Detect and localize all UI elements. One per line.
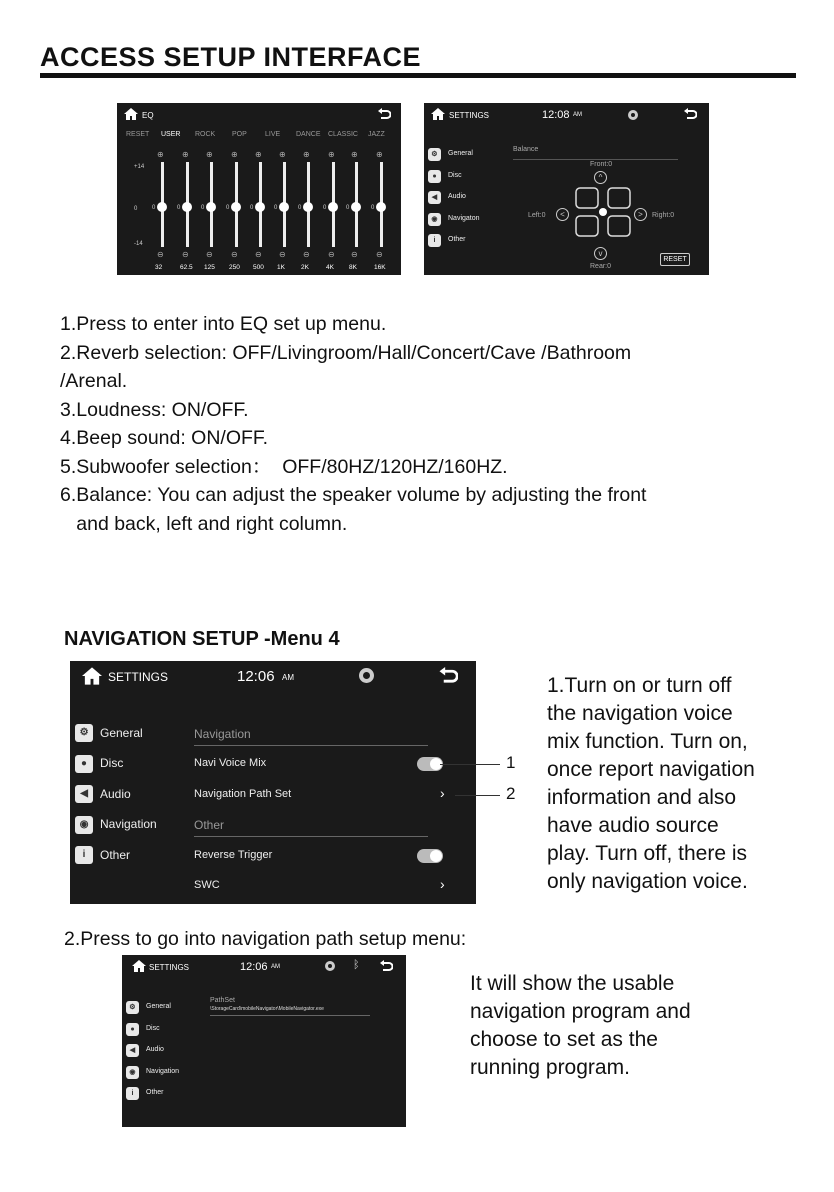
instruction-line: and back, left and right column.	[60, 512, 348, 535]
menu-icon-navigaton[interactable]: ◉	[428, 213, 441, 226]
menu-item-disc[interactable]: Disc	[448, 171, 462, 179]
group-divider	[194, 836, 428, 837]
menu-item-general[interactable]: General	[448, 150, 473, 158]
section-divider	[513, 159, 678, 160]
nav-description-line: once report navigation	[547, 758, 755, 781]
clock-time: 12:08	[542, 109, 570, 121]
menu-item-audio[interactable]: Audio	[448, 193, 466, 201]
menu-icon-audio[interactable]: ◀	[75, 785, 93, 803]
eq-slider-knob[interactable]	[255, 202, 265, 212]
menu-item-other[interactable]: Other	[100, 847, 131, 862]
path-intro-text: 2.Press to go into navigation path setup menu:	[64, 928, 467, 950]
path-settings-screenshot	[122, 955, 406, 1127]
home-icon[interactable]	[132, 960, 146, 972]
callout-number-1: 1	[506, 753, 516, 772]
menu-item-other[interactable]: Other	[448, 236, 466, 244]
navigation-path-set-label: Navigation Path Set	[194, 788, 292, 800]
eq-slider-knob[interactable]	[303, 202, 313, 212]
eq-plus-icon[interactable]: ⊕	[231, 150, 238, 159]
menu-item-general[interactable]: General	[100, 725, 143, 740]
eq-plus-icon[interactable]: ⊕	[328, 150, 335, 159]
back-icon[interactable]	[438, 667, 458, 684]
menu-item-audio[interactable]: Audio	[146, 1046, 164, 1054]
instruction-line: 5.Subwoofer selection： OFF/80HZ/120HZ/160HZ.	[60, 455, 508, 478]
eq-plus-icon[interactable]: ⊕	[351, 150, 358, 159]
instruction-line: 3.Loudness: ON/OFF.	[60, 398, 249, 421]
nav-settings-screenshot	[70, 661, 476, 904]
eq-plus-icon[interactable]: ⊕	[182, 150, 189, 159]
swc-label: SWC	[194, 879, 220, 891]
menu-icon-disc[interactable]: ●	[428, 170, 441, 183]
path-description	[470, 970, 810, 1082]
menu-item-general[interactable]: General	[146, 1003, 171, 1011]
instruction-line: /Arenal.	[60, 370, 128, 392]
balance-screenshot	[424, 103, 709, 275]
eq-slider-knob[interactable]	[328, 202, 338, 212]
eq-plus-icon[interactable]: ⊕	[303, 150, 310, 159]
eq-preset-pop[interactable]: POP	[232, 131, 247, 138]
eq-plus-icon[interactable]: ⊕	[376, 150, 383, 159]
reset-button[interactable]	[660, 253, 690, 266]
chevron-right-icon[interactable]: ›	[440, 785, 445, 801]
menu-item-disc[interactable]: Disc	[100, 756, 124, 771]
callout-line-1	[440, 764, 500, 765]
eq-minus-icon[interactable]: ⊖	[157, 250, 164, 259]
eq-minus-icon[interactable]: ⊖	[279, 250, 286, 259]
instructions-list	[60, 310, 800, 538]
eq-plus-icon[interactable]: ⊕	[255, 150, 262, 159]
clock-time: 12:06	[237, 668, 275, 685]
eq-minus-icon[interactable]: ⊖	[231, 250, 238, 259]
clock-ampm: AM	[573, 112, 582, 118]
chevron-right-icon[interactable]: ›	[440, 876, 445, 892]
settings-title: SETTINGS	[108, 670, 169, 684]
callout-line-2	[455, 795, 500, 796]
back-icon[interactable]	[683, 108, 697, 120]
eq-minus-icon[interactable]: ⊖	[328, 250, 335, 259]
eq-preset-dance[interactable]: DANCE	[296, 131, 321, 138]
section-label: Balance	[513, 146, 539, 153]
eq-preset-jazz[interactable]: JAZZ	[368, 131, 385, 138]
eq-band-label: 500	[253, 264, 264, 271]
eq-band-value: 0	[201, 205, 205, 211]
eq-slider-knob[interactable]	[231, 202, 241, 212]
eq-plus-icon[interactable]: ⊕	[279, 150, 286, 159]
nav-description-line: information and also	[547, 786, 737, 809]
pathset-value[interactable]: \StorageCard\mobileNavigator\MobileNavigator.exe	[210, 1006, 324, 1012]
eq-minus-icon[interactable]: ⊖	[182, 250, 189, 259]
eq-plus-icon[interactable]: ⊕	[206, 150, 213, 159]
right-value: Right:0	[652, 212, 675, 219]
nav-section-title: NAVIGATION SETUP -Menu 4	[64, 628, 340, 650]
eq-preset-user[interactable]: USER	[161, 131, 181, 138]
settings-title: SETTINGS	[449, 111, 490, 120]
home-icon[interactable]	[124, 108, 138, 120]
eq-band-value: 0	[371, 205, 375, 211]
nav-description	[547, 672, 827, 896]
eq-slider-knob[interactable]	[376, 202, 386, 212]
menu-icon-general[interactable]: ⚙	[75, 724, 93, 742]
eq-minus-icon[interactable]: ⊖	[376, 250, 383, 259]
reverse-trigger-label: Reverse Trigger	[194, 849, 273, 861]
menu-item-navigaton[interactable]: Navigaton	[448, 214, 480, 222]
group-divider	[194, 745, 428, 746]
reverse-trigger-toggle[interactable]	[417, 849, 443, 863]
eq-slider-knob[interactable]	[157, 202, 167, 212]
eq-plus-icon[interactable]: ⊕	[157, 150, 164, 159]
eq-minus-icon[interactable]: ⊖	[206, 250, 213, 259]
disc-icon	[628, 110, 638, 120]
instruction-line: 1.Press to enter into EQ set up menu.	[60, 313, 387, 335]
left-arrow-button[interactable]: <	[556, 208, 569, 221]
path-description-line: It will show the usable	[470, 972, 675, 995]
home-icon[interactable]	[82, 667, 102, 685]
bluetooth-icon: ᛒ	[353, 959, 360, 971]
nav-description-line: play. Turn off, there is	[547, 842, 747, 865]
eq-slider-knob[interactable]	[206, 202, 216, 212]
disc-icon	[325, 961, 335, 971]
nav-description-line: the navigation voice	[547, 702, 733, 725]
eq-band-value: 0	[226, 205, 230, 211]
menu-icon-navigation[interactable]: ◉	[126, 1066, 139, 1079]
eq-slider-knob[interactable]	[351, 202, 361, 212]
eq-band-value: 0	[250, 205, 254, 211]
back-icon[interactable]	[379, 960, 393, 972]
eq-band-value: 0	[346, 205, 350, 211]
front-arrow-button[interactable]: ^	[594, 171, 607, 184]
title-rule	[40, 73, 796, 78]
menu-icon-other[interactable]: i	[428, 234, 441, 247]
eq-preset-live[interactable]: LIVE	[265, 131, 281, 138]
path-divider	[210, 1015, 370, 1016]
eq-band-label: 125	[204, 264, 215, 271]
path-description-line: running program.	[470, 1056, 630, 1079]
eq-level-label: 0	[134, 206, 138, 212]
front-value: Front:0	[590, 161, 613, 168]
eq-minus-icon[interactable]: ⊖	[303, 250, 310, 259]
clock-time: 12:06	[240, 961, 268, 973]
nav-description-line: have audio source	[547, 814, 719, 837]
home-icon[interactable]	[431, 108, 445, 120]
instruction-line: 6.Balance: You can adjust the speaker volume by adjusting the front	[60, 484, 647, 506]
reset-label: RESET	[663, 256, 687, 263]
nav-description-line: only navigation voice.	[547, 870, 748, 893]
callout-number-2: 2	[506, 784, 516, 803]
menu-icon-other[interactable]: i	[75, 846, 93, 864]
menu-icon-general[interactable]: ⚙	[126, 1001, 139, 1014]
rear-value: Rear:0	[590, 263, 612, 270]
right-arrow-button[interactable]: >	[634, 208, 647, 221]
eq-preset-classic[interactable]: CLASSIC	[328, 131, 358, 138]
left-value: Left:0	[528, 212, 546, 219]
eq-band-label: 8K	[349, 264, 357, 271]
menu-item-other[interactable]: Other	[146, 1089, 164, 1097]
eq-title: EQ	[142, 111, 154, 120]
clock-ampm: AM	[271, 964, 280, 970]
disc-icon	[359, 668, 374, 683]
pathset-label: PathSet	[210, 997, 235, 1004]
clock-ampm: AM	[282, 673, 294, 682]
menu-icon-audio[interactable]: ◀	[428, 191, 441, 204]
path-description-line: navigation program and	[470, 1000, 691, 1023]
instruction-line: 4.Beep sound: ON/OFF.	[60, 427, 269, 449]
eq-band-label: 250	[229, 264, 240, 271]
menu-item-navigation[interactable]: Navigation	[146, 1067, 180, 1075]
nav-description-line: mix function. Turn on,	[547, 730, 748, 753]
eq-band-value: 0	[177, 205, 181, 211]
eq-band-label: 1K	[277, 264, 285, 271]
menu-icon-navigation[interactable]: ◉	[75, 816, 93, 834]
menu-icon-disc[interactable]: ●	[75, 755, 93, 773]
eq-level-label: -14	[134, 241, 143, 247]
eq-level-label: +14	[134, 164, 145, 170]
eq-band-value: 0	[274, 205, 278, 211]
settings-title: SETTINGS	[149, 963, 190, 972]
eq-slider-knob[interactable]	[182, 202, 192, 212]
eq-band-label: 62.5	[180, 264, 193, 271]
navi-voice-mix-label: Navi Voice Mix	[194, 757, 267, 769]
eq-band-label: 4K	[326, 264, 334, 271]
path-description-line: choose to set as the	[470, 1028, 658, 1051]
menu-item-navigation[interactable]: Navigation	[100, 817, 157, 832]
menu-item-disc[interactable]: Disc	[146, 1024, 160, 1032]
page-title: ACCESS SETUP INTERFACE	[40, 42, 422, 72]
eq-band-value: 0	[152, 205, 156, 211]
group-label-other: Other	[194, 818, 225, 832]
menu-item-audio[interactable]: Audio	[100, 786, 131, 801]
menu-icon-general[interactable]: ⚙	[428, 148, 441, 161]
eq-band-label: 2K	[301, 264, 309, 271]
menu-icon-disc[interactable]: ●	[126, 1023, 139, 1036]
seat-diagram	[572, 185, 634, 239]
nav-description-line: 1.Turn on or turn off	[547, 674, 732, 697]
rear-arrow-button[interactable]: v	[594, 247, 607, 260]
eq-band-value: 0	[298, 205, 302, 211]
eq-preset-reset[interactable]: RESET	[126, 131, 150, 138]
group-label-navigation: Navigation	[194, 727, 251, 741]
back-icon[interactable]	[377, 108, 391, 120]
menu-icon-other[interactable]: i	[126, 1087, 139, 1100]
eq-screenshot	[117, 103, 401, 275]
eq-preset-rock[interactable]: ROCK	[195, 131, 216, 138]
eq-minus-icon[interactable]: ⊖	[255, 250, 262, 259]
eq-minus-icon[interactable]: ⊖	[351, 250, 358, 259]
eq-band-label: 32	[155, 264, 163, 271]
eq-band-label: 16K	[374, 264, 386, 271]
menu-icon-audio[interactable]: ◀	[126, 1044, 139, 1057]
instruction-line: 2.Reverb selection: OFF/Livingroom/Hall/Concert/Cave /Bathroom	[60, 341, 632, 364]
eq-slider-knob[interactable]	[279, 202, 289, 212]
eq-band-value: 0	[323, 205, 327, 211]
